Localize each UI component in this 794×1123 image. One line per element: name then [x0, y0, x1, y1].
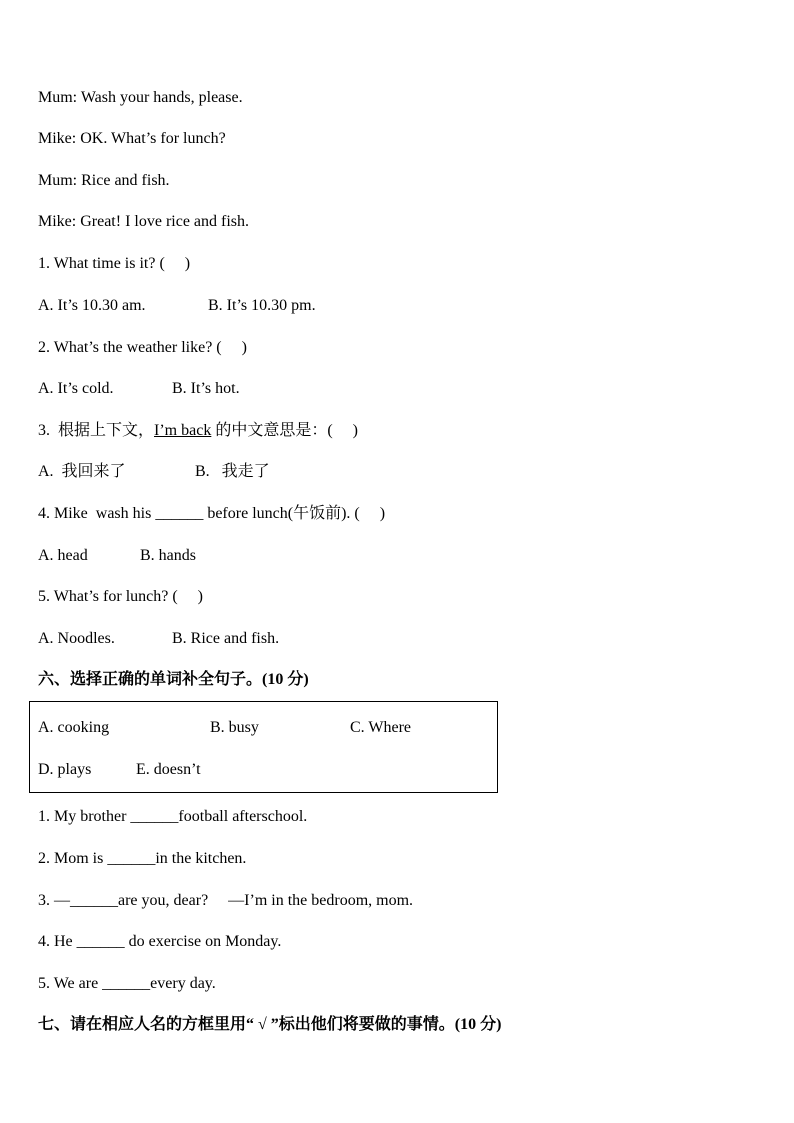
word-bank-option-b: B. busy — [210, 719, 259, 736]
dialogue-line: Mike: Great! I love rice and fish. — [38, 213, 250, 230]
question-2: 2. What’s the weather like? ( ) — [38, 339, 247, 356]
word-bank-box — [29, 701, 498, 793]
question-2-option-b: B. It’s hot. — [172, 380, 240, 397]
question-4: 4. Mike wash his ______ before lunch(午饭前). ( ) — [38, 505, 386, 522]
fill-sentence-4: 4. He ______ do exercise on Monday. — [38, 933, 282, 950]
dialogue-line: Mike: OK. What’s for lunch? — [38, 130, 226, 147]
section-6-title: 六、选择正确的单词补全句子。(10 分) — [38, 671, 309, 688]
dialogue-line: Mum: Wash your hands, please. — [38, 89, 243, 106]
question-3-option-b: B. 我走了 — [195, 463, 270, 480]
word-bank-option-d: D. plays — [38, 761, 92, 778]
word-bank-option-e: E. doesn’t — [136, 761, 201, 778]
question-3 — [38, 421, 358, 441]
question-1-option-a: A. It’s 10.30 am. — [38, 297, 146, 314]
question-1-option-b: B. It’s 10.30 pm. — [208, 297, 316, 314]
question-2-option-a: A. It’s cold. — [38, 380, 114, 397]
fill-sentence-5: 5. We are ______every day. — [38, 975, 216, 992]
fill-sentence-1: 1. My brother ______football afterschool. — [38, 808, 308, 825]
question-3-option-a: A. 我回来了 — [38, 463, 126, 480]
word-bank-option-c: C. Where — [350, 719, 412, 736]
question-3-prefix: 3. 根据上下文， — [38, 422, 155, 439]
section-7-title: 七、请在相应人名的方框里用“ √ ”标出他们将要做的事情。(10 分) — [38, 1016, 502, 1033]
question-1: 1. What time is it? ( ) — [38, 255, 191, 272]
question-5: 5. What’s for lunch? ( ) — [38, 588, 203, 605]
question-3-suffix: 的中文意思是：( ) — [211, 422, 358, 439]
fill-sentence-3: 3. —______are you, dear? —I’m in the bedroom, mom. — [38, 892, 414, 909]
question-3-phrase: I’m back — [154, 422, 212, 439]
question-5-option-b: B. Rice and fish. — [172, 630, 280, 647]
word-bank-option-a: A. cooking — [38, 719, 110, 736]
question-4-option-b: B. hands — [140, 547, 196, 564]
question-4-option-a: A. head — [38, 547, 88, 564]
dialogue-line: Mum: Rice and fish. — [38, 172, 170, 189]
fill-sentence-2: 2. Mom is ______in the kitchen. — [38, 850, 247, 867]
question-5-option-a: A. Noodles. — [38, 630, 115, 647]
